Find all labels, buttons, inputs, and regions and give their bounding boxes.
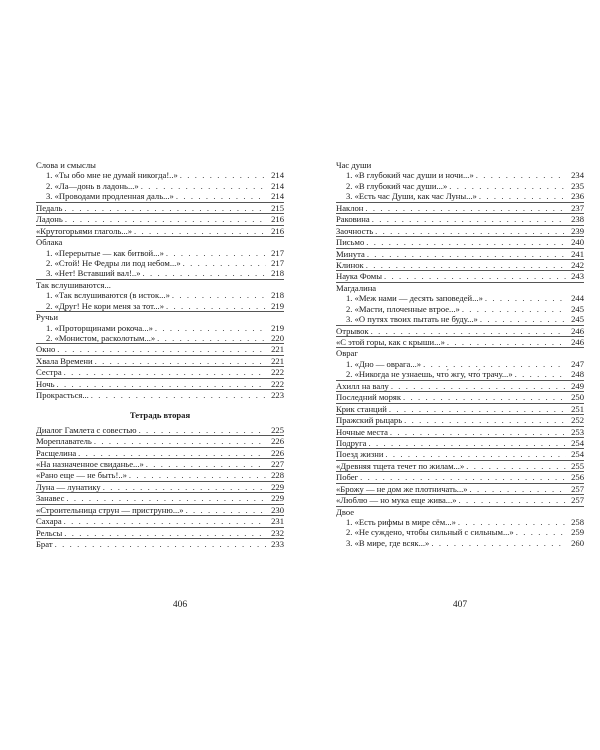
entry-page-number: 237 — [571, 202, 584, 213]
dot-leader — [459, 495, 566, 505]
entry-page-number: 246 — [571, 325, 584, 336]
entry-page-number: 257 — [571, 495, 584, 506]
dot-leader — [186, 505, 266, 515]
toc-entry[interactable] — [336, 495, 584, 505]
entry-page-number: 214 — [271, 180, 284, 191]
entry-page-number: 234 — [571, 170, 584, 181]
entry-page-number: 240 — [571, 237, 584, 248]
dot-leader — [462, 304, 566, 314]
toc-entry[interactable] — [36, 448, 284, 458]
dot-leader — [57, 344, 266, 354]
entry-title: Клинок — [336, 259, 364, 270]
dot-leader — [389, 404, 566, 414]
dot-leader — [447, 337, 566, 347]
entry-page-number: 218 — [271, 290, 284, 301]
entry-title: «Крутогорьями глаголь...» — [36, 225, 133, 236]
entry-page-number: 214 — [271, 170, 284, 181]
entry-page-number: 257 — [571, 483, 584, 494]
entry-title: 2. «Друг! Не кори меня за тот...» — [46, 300, 165, 311]
dot-leader — [404, 415, 566, 425]
entry-title: Ручьи — [36, 312, 58, 323]
dot-leader — [516, 527, 566, 537]
dot-leader — [91, 390, 266, 400]
entry-title: 2. «В глубокий час души...» — [346, 180, 448, 191]
dot-leader — [515, 369, 566, 379]
entry-page-number: 259 — [571, 527, 584, 538]
toc-entry[interactable] — [336, 449, 584, 459]
entry-page-number: 220 — [271, 333, 284, 343]
entry-title: 2. «Никогда не узнаешь, что́ жгу, что́ трачу...» — [346, 369, 513, 380]
toc-subentry[interactable] — [336, 527, 584, 537]
entry-title: 3. «Проводами продленная даль...» — [46, 191, 174, 202]
dot-leader — [139, 425, 266, 435]
dot-leader — [180, 170, 266, 180]
entry-page-number: 238 — [571, 214, 584, 225]
entry-page-number: 229 — [271, 481, 284, 492]
entry-title: «Рано еще — не быть!..» — [36, 470, 127, 481]
entry-title: 2. «Не суждено, чтобы сильный с сильным...» — [346, 527, 514, 538]
toc-entry[interactable] — [36, 482, 284, 492]
entry-page-number: 218 — [271, 268, 284, 279]
toc-entry[interactable] — [36, 436, 284, 446]
entry-page-number: 241 — [571, 248, 584, 259]
toc-subentry[interactable] — [336, 181, 584, 191]
entry-page-number: 253 — [571, 426, 584, 437]
dot-leader — [479, 191, 566, 201]
section-title: Тетрадь вторая — [129, 409, 191, 420]
entry-title: Брат — [36, 539, 53, 549]
entry-page-number: 225 — [271, 424, 284, 435]
entry-page-number: 219 — [271, 322, 284, 333]
dot-leader — [78, 448, 266, 458]
entry-page-number: 247 — [571, 358, 584, 369]
toc-entry[interactable] — [336, 226, 584, 236]
entry-page-number: 231 — [271, 516, 284, 527]
entry-page-number: 256 — [571, 472, 584, 483]
entry-title: Хвала Времени — [36, 355, 93, 366]
entry-title: 2. «Монистом, расколотым...» — [46, 333, 156, 343]
toc-entry[interactable] — [336, 392, 584, 402]
toc-entry[interactable] — [336, 271, 584, 281]
entry-title: «На назначенное свиданье...» — [36, 458, 144, 469]
toc-entry[interactable] — [36, 425, 284, 435]
dot-leader — [366, 260, 566, 270]
entry-page-number: 235 — [571, 180, 584, 191]
toc-entry[interactable] — [36, 280, 284, 290]
entry-title: 1. «Меж нами — десять заповедей...» — [346, 293, 483, 304]
dot-leader — [367, 249, 566, 259]
entry-title: 2. «Масти, плоченные втрое...» — [346, 303, 460, 314]
dot-leader — [480, 314, 566, 324]
entry-title: Пражский рыцарь — [336, 415, 403, 426]
entry-page-number: 217 — [271, 247, 284, 258]
dot-leader — [64, 516, 266, 526]
dot-leader — [372, 214, 566, 224]
dot-leader — [183, 258, 266, 268]
toc-column-right — [336, 160, 584, 548]
entry-title: Прокрасться... — [36, 390, 89, 401]
entry-page-number: 216 — [271, 225, 284, 236]
entry-page-number: 233 — [271, 539, 284, 549]
toc-entry[interactable] — [36, 356, 284, 366]
entry-title: Поезд жизни — [336, 449, 384, 460]
entry-page-number: 216 — [271, 214, 284, 225]
entry-title: Час души — [336, 160, 372, 170]
dot-leader — [403, 392, 566, 402]
toc-entry[interactable] — [36, 312, 284, 322]
toc-entry[interactable] — [336, 337, 584, 347]
toc-entry[interactable] — [336, 381, 584, 391]
entry-title: Овраг — [336, 348, 358, 359]
dot-leader — [423, 359, 566, 369]
toc-subentry[interactable] — [36, 301, 284, 311]
dot-leader — [157, 333, 266, 343]
dot-leader — [365, 203, 566, 213]
entry-page-number: 245 — [571, 314, 584, 325]
entry-title: 1. «Проторщинами рокоча...» — [46, 322, 153, 333]
toc-entry[interactable] — [36, 539, 284, 549]
toc-entry[interactable] — [36, 203, 284, 213]
dot-leader — [94, 436, 266, 446]
page-number-left: 406 — [172, 600, 188, 610]
dot-leader — [95, 356, 266, 366]
dot-leader — [64, 203, 266, 213]
dot-leader — [385, 449, 566, 459]
toc-entry[interactable] — [336, 203, 584, 213]
toc-entry[interactable] — [36, 459, 284, 469]
toc-subentry[interactable] — [336, 517, 584, 527]
entry-title: Диалог Гамлета с совестью — [36, 424, 137, 435]
toc-subentry[interactable] — [336, 293, 584, 303]
toc-entry[interactable] — [36, 379, 284, 389]
entry-title: «С этой горы, как с крыши...» — [336, 337, 445, 347]
entry-title: Сахара — [36, 516, 62, 527]
entry-title: Ахилл на валу — [336, 380, 389, 391]
entry-title: «Брожу — не дом же плотничать...» — [336, 483, 468, 494]
entry-title: Наклон — [336, 202, 364, 213]
dot-leader — [64, 367, 266, 377]
dot-leader — [366, 237, 566, 247]
dot-leader — [470, 484, 566, 494]
dot-leader — [449, 181, 566, 191]
toc-entry[interactable] — [36, 390, 284, 400]
dot-leader — [134, 226, 266, 236]
toc-entry[interactable] — [36, 470, 284, 480]
toc-subentry[interactable] — [336, 314, 584, 324]
entry-title: «Строительница струн — приструню...» — [36, 504, 184, 515]
toc-entry[interactable] — [336, 260, 584, 270]
entry-page-number: 243 — [571, 271, 584, 282]
entry-title: 1. «Дно — оврага...» — [346, 358, 422, 369]
toc-column-left — [36, 160, 284, 549]
entry-title: Крик станций — [336, 403, 387, 414]
entry-page-number: 254 — [571, 449, 584, 460]
dot-leader — [384, 271, 566, 281]
entry-title: Ладонь — [36, 214, 63, 225]
toc-entry[interactable] — [336, 326, 584, 336]
dot-leader — [55, 539, 266, 549]
entry-title: Раковина — [336, 214, 370, 225]
toc-entry[interactable] — [336, 461, 584, 471]
toc-entry[interactable] — [36, 344, 284, 354]
entry-page-number: 221 — [271, 344, 284, 355]
toc-entry[interactable] — [336, 237, 584, 247]
entry-page-number: 245 — [571, 303, 584, 314]
toc-entry[interactable] — [36, 214, 284, 224]
entry-page-number: 215 — [271, 202, 284, 213]
dot-leader — [146, 459, 266, 469]
dot-leader — [176, 191, 266, 201]
toc-subentry[interactable] — [36, 191, 284, 201]
dot-leader — [476, 170, 566, 180]
entry-title: Слова и смыслы — [36, 160, 96, 170]
toc-entry[interactable] — [336, 427, 584, 437]
dot-leader — [129, 470, 266, 480]
dot-leader — [155, 323, 266, 333]
dot-leader — [390, 427, 566, 437]
dot-leader — [64, 528, 266, 538]
entry-title: Подруга — [336, 437, 367, 448]
entry-title: Отрывок — [336, 325, 369, 336]
entry-page-number: 248 — [571, 369, 584, 380]
toc-entry[interactable] — [336, 249, 584, 259]
entry-title: Луна — лунатику — [36, 481, 101, 492]
entry-page-number: 242 — [571, 259, 584, 270]
toc-subentry[interactable] — [36, 290, 284, 300]
entry-page-number: 229 — [271, 493, 284, 504]
entry-title: Педаль — [36, 202, 63, 213]
entry-title: 3. «О путях твоих пытать не буду...» — [346, 314, 478, 325]
toc-subentry[interactable] — [336, 170, 584, 180]
entry-page-number: 254 — [571, 437, 584, 448]
dot-leader — [485, 293, 566, 303]
toc-entry[interactable] — [336, 404, 584, 414]
toc-subentry[interactable] — [336, 191, 584, 201]
entry-page-number: 236 — [571, 191, 584, 202]
entry-page-number: 244 — [571, 293, 584, 304]
dot-leader — [360, 472, 566, 482]
entry-page-number: 221 — [271, 355, 284, 366]
entry-title: 1. «Есть рифмы в мире сём...» — [346, 517, 456, 527]
toc-entry[interactable] — [336, 484, 584, 494]
toc-subentry[interactable] — [336, 359, 584, 369]
toc-entry[interactable] — [336, 438, 584, 448]
toc-subentry[interactable] — [336, 304, 584, 314]
entry-title: 3. «Есть час Души, как час Луны...» — [346, 191, 477, 202]
dot-leader — [375, 226, 566, 236]
toc-entry[interactable] — [36, 528, 284, 538]
toc-subentry[interactable] — [36, 248, 284, 258]
entry-title: 2. «Ла—донь в ладонь...» — [46, 180, 139, 191]
toc-subentry[interactable] — [36, 170, 284, 180]
entry-page-number: 252 — [571, 415, 584, 426]
toc-entry[interactable] — [336, 348, 584, 358]
toc-entry[interactable] — [336, 214, 584, 224]
entry-title: Так вслушиваются... — [36, 279, 111, 290]
dot-leader — [371, 326, 566, 336]
entry-title: 3. «В мире, где всяк...» — [346, 537, 430, 548]
entry-page-number: 239 — [571, 225, 584, 236]
dot-leader — [458, 517, 566, 527]
entry-title: Минута — [336, 248, 365, 259]
entry-title: Ночные места — [336, 426, 388, 437]
dot-leader — [368, 438, 566, 448]
entry-title: Письмо — [336, 237, 365, 248]
dot-leader — [141, 181, 266, 191]
toc-entry[interactable] — [36, 367, 284, 377]
toc-subentry[interactable] — [336, 369, 584, 379]
toc-subentry[interactable] — [336, 538, 584, 548]
entry-page-number: 223 — [271, 390, 284, 401]
toc-entry[interactable] — [36, 505, 284, 515]
entry-title: Занавес — [36, 493, 65, 504]
entry-title: Заочность — [336, 225, 374, 236]
entry-page-number: 222 — [271, 378, 284, 389]
entry-title: 1. «В глубокий час души и ночи...» — [346, 170, 474, 181]
dot-leader — [172, 290, 266, 300]
entry-title: «Древняя тщета течет по жилам...» — [336, 460, 465, 471]
toc-subentry[interactable] — [36, 258, 284, 268]
entry-page-number: 214 — [271, 191, 284, 202]
entry-page-number: 249 — [571, 380, 584, 391]
toc-entry[interactable] — [36, 493, 284, 503]
toc-subentry[interactable] — [36, 181, 284, 191]
toc-subentry[interactable] — [36, 333, 284, 343]
entry-page-number: 226 — [271, 436, 284, 447]
entry-title: 1. «Перерытые — как битвой...» — [46, 247, 164, 258]
entry-title: Мореплаватель — [36, 436, 92, 447]
toc-entry[interactable] — [336, 472, 584, 482]
entry-page-number: 230 — [271, 504, 284, 515]
entry-page-number: 250 — [571, 392, 584, 403]
page-number-right: 407 — [452, 600, 468, 610]
entry-title: Облака — [36, 237, 63, 248]
toc-entry[interactable] — [36, 516, 284, 526]
entry-page-number: 255 — [571, 460, 584, 471]
dot-leader — [466, 461, 566, 471]
entry-title: Двое — [336, 506, 355, 517]
entry-title: Окно — [36, 344, 56, 355]
entry-title: Побег — [336, 472, 359, 483]
toc-subentry[interactable] — [36, 268, 284, 278]
entry-title: Сестра — [36, 367, 62, 378]
entry-title: 2. «Стой! Не Федры ли под небом...» — [46, 257, 181, 268]
entry-page-number: 222 — [271, 367, 284, 378]
toc-entry[interactable] — [36, 160, 284, 170]
entry-title: Наука Фомы — [336, 271, 383, 282]
dot-leader — [66, 493, 266, 503]
entry-page-number: 217 — [271, 257, 284, 268]
dot-leader — [103, 482, 266, 492]
entry-page-number: 258 — [571, 517, 584, 527]
dot-leader — [431, 538, 566, 548]
dot-leader — [166, 301, 266, 311]
entry-page-number: 226 — [271, 447, 284, 458]
dot-leader — [57, 379, 266, 389]
entry-title: Расщелина — [36, 447, 77, 458]
dot-leader — [166, 248, 266, 258]
toc-entry[interactable] — [36, 237, 284, 247]
entry-title: Ночь — [36, 378, 55, 389]
dot-leader — [65, 214, 266, 224]
entry-title: 1. «Так вслушиваются (в исток...» — [46, 290, 170, 301]
toc-entry[interactable] — [336, 415, 584, 425]
entry-page-number: 260 — [571, 537, 584, 548]
entry-title: Магдалина — [336, 282, 377, 293]
entry-title: Последний моряк — [336, 392, 401, 403]
toc-entry[interactable] — [336, 507, 584, 517]
entry-page-number: 251 — [571, 403, 584, 414]
dot-leader — [391, 381, 566, 391]
entry-title: 1. «Ты обо мне не думай никогда!..» — [46, 170, 178, 181]
entry-page-number: 246 — [571, 337, 584, 347]
toc-subentry[interactable] — [36, 323, 284, 333]
entry-page-number: 227 — [271, 458, 284, 469]
dot-leader — [143, 268, 267, 278]
entry-title: 3. «Нет! Вставший вал!..» — [46, 268, 141, 279]
entry-title: Рельсы — [36, 527, 63, 538]
entry-page-number: 228 — [271, 470, 284, 481]
entry-title: «Люблю — но мука еще жива...» — [336, 495, 457, 506]
toc-entry[interactable] — [36, 226, 284, 236]
entry-page-number: 219 — [271, 300, 284, 311]
entry-page-number: 232 — [271, 527, 284, 538]
toc-entry[interactable] — [336, 283, 584, 293]
toc-entry[interactable] — [336, 160, 584, 170]
